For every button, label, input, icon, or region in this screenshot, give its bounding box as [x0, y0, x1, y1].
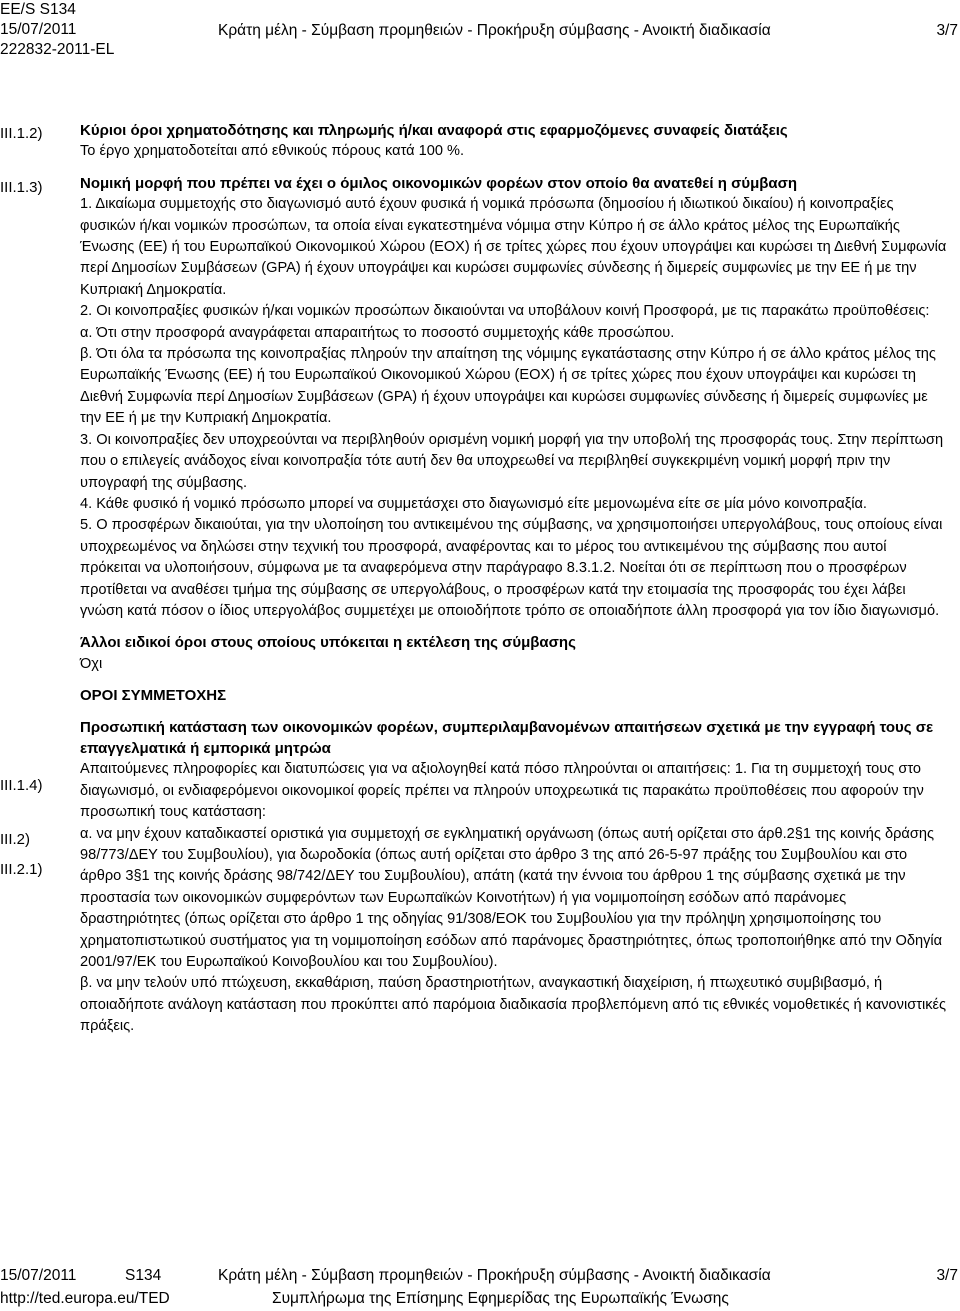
paragraph: 3. Οι κοινοπραξίες δεν υποχρεούνται να περιβληθούν ορισμένη νομική μορφή για την υποβολή της προσφοράς τους. Στην περίπτωση που ο επιλεγείς ανάδοχος είναι κοινοπραξία τότε αυτή δεν θα υποχρεωθεί να περιβληθεί συγκεκριμένη νομική μορφή πριν την υπογραφή της σύμβασης.	[80, 431, 944, 491]
page-header	[0, 0, 960, 80]
footer-title: Κράτη μέλη - Σύμβαση προμηθειών - Προκήρυξη σύμβασης - Ανοικτή διαδικασία	[218, 1267, 771, 1284]
footer-url-link[interactable]: http://ted.europa.eu/TED	[0, 1290, 170, 1307]
paragraph: β. Ότι όλα τα πρόσωπα της κοινοπραξίας πληρούν την απαίτηση της νόμιμης εγκατάστασης στην Κύπρο ή σε άλλο κράτος μέλος της Ευρωπαϊκής Ένωσης (ΕΕ) ή του Ευρωπαϊκού Οικονομικού Χώρου (ΕΟΧ) ή σε τρίτες χώρες που έχουν υπογράψει και κυρώσει τη Διεθνή Συμφωνία περί Δημοσίων Συμβάσεων (GPA) ή έχουν υπογράψει και κυρώσει συμφωνίες σύνδεσης ή διμερείς συμφωνίες με την ΕΕ ή με την Κυπριακή Δημοκρατία.	[80, 346, 936, 427]
paragraph: 4. Κάθε φυσικό ή νομικό πρόσωπο μπορεί να συμμετάσχει στο διαγωνισμό είτε μεμονωμένα είτε σε μία μόνο κοινοπραξία.	[80, 495, 867, 512]
section-number: III.2.1)	[0, 861, 43, 878]
paragraph: β. να μην τελούν υπό πτώχευση, εκκαθάριση, παύση δραστηριοτήτων, αναγκαστική διαχείριση, ή πτωχευτικό συμβιβασμό, ή οποιαδήποτε ανάλογη κατάσταση που προκύπτει από παρόμοια διαδικασία προβλεπόμενη από τις εθνικές νομοθετικές ή κανονιστικές πράξεις.	[80, 975, 947, 1035]
header-page-number: 3/7	[936, 22, 958, 39]
footer-supplement: Συμπλήρωμα της Επίσημης Εφημερίδας της Ευρωπαϊκής Ένωσης	[272, 1290, 729, 1307]
section-title: Άλλοι ειδικοί όροι στους οποίους υπόκειται η εκτέλεση της σύμβασης	[80, 634, 576, 652]
footer-date: 15/07/2011	[0, 1267, 77, 1284]
footer-code: S134	[125, 1267, 162, 1284]
page-footer	[0, 1265, 960, 1311]
paragraph: α. να μην έχουν καταδικαστεί οριστικά για συμμετοχή σε εγκληματική οργάνωση (όπως αυτή ορίζεται στο άρθ.2§1 της κοινής δράσης 98/773/ΔΕΥ του Συμβουλίου), για δωροδοκία (όπως αυτή ορίζεται στο άρθρο 3 της από 26-5-97 πράξης του Συμβουλίου και στο άρθρο 3§1 της κοινής δράσης 98/742/ΔΕΥ του Συμβουλίου), απάτη (κατά την έννοια του άρθρου 1 της σύμβασης σχετικά με την προστασία των οικονομικών συμφερόντων των Ευρωπαϊκών Κοινοτήτων) ή για νομιμοποίηση εσόδων από παράνομες δραστηριότητες (όπως ορίζεται στο άρθρο 1 της οδηγίας 91/308/ΕΟΚ του Συμβουλίου για την πρόληψη χρησιμοποίησης του χρηματοπιστωτικού συστήματος για τη νομιμοποίηση εσόδων από παράνομες δραστηριότητες, όπως τροποποιήθηκε από την Οδηγία 2001/97/ΕΚ του Ευρωπαϊκού Κοινοβουλίου και του Συμβουλίου).	[80, 825, 943, 971]
section-title: Προσωπική κατάσταση των οικονομικών φορέων, συμπεριλαμβανομένων απαιτήσεων σχετικά με την εγγραφή τους σε επαγγελματικά ή εμπορικά μητρώα	[80, 718, 934, 757]
section-number: III.1.2)	[0, 125, 43, 142]
header-title: Κράτη μέλη - Σύμβαση προμηθειών - Προκήρυξη σύμβασης - Ανοικτή διαδικασία	[218, 22, 771, 39]
paragraph: α. Ότι στην προσφορά αναγράφεται απαραιτήτως το ποσοστό συμμετοχής κάθε προσώπου.	[80, 324, 675, 341]
section-number: III.1.4)	[0, 777, 43, 794]
paragraph: Απαιτούμενες πληροφορίες και διατυπώσεις για να αξιολογηθεί κατά πόσο πληρούνται οι απαιτήσεις: 1. Για τη συμμετοχή τους στο διαγωνισμό, οι ενδιαφερόμενοι οικονομικοί φορείς πρέπει να πληρούν υποχρεωτικά τις παρακάτω προϋποθέσεις που αφορούν την προσωπική τους κατάσταση:	[80, 761, 924, 821]
paragraph: 5. Ο προσφέρων δικαιούται, για την υλοποίηση του αντικειμένου της σύμβασης, να χρησιμοποιήσει υπεργολάβους, τους οποίους είναι υποχρεωμένος να δηλώσει στην τεχνική του προσφορά, αναφέροντας και το μέρος του αντικειμένου της σύμβασης που αυτοί πρόκειται να υλοποιήσουν, σύμφωνα με τα αναφερόμενα στην παράγραφο 8.3.1.2. Νοείται ότι σε περίπτωση που ο προσφέρων προτίθεται να αναθέσει τμήμα της σύμβασης σε υπεργολάβους, ο προσφέρων κατά την ετοιμασία της προσφοράς του έχει λάβει γνώση κατά πόσον ο ίδιος υπεργολάβος συμμετέχει με οποιοδήποτε τρόπο σε οποιαδήποτε άλλη προσφορά για τον ίδιο διαγωνισμό.	[80, 517, 943, 619]
header-date: 15/07/2011	[0, 21, 77, 38]
header-left-block	[0, 0, 114, 60]
section-text: Όχι	[80, 655, 103, 672]
paragraph: 2. Οι κοινοπραξίες φυσικών ή/και νομικών προσώπων δικαιούνται να υποβάλουν κοινή Προσφορά, με τις παρακάτω προϋποθέσεις:	[80, 303, 930, 320]
main-content	[80, 120, 950, 1038]
header-doc-code: EE/S S134	[0, 1, 76, 18]
section-title: Νομική μορφή που πρέπει να έχει ο όμιλος οικονομικών φορέων στον οποίο θα ανατεθεί η σύμβαση	[80, 174, 798, 192]
section-text: Το έργο χρηματοδοτείται από εθνικούς πόρους κατά 100 %.	[80, 143, 465, 160]
header-notice-number: 222832-2011-EL	[0, 41, 115, 58]
section-number: III.1.3)	[0, 179, 43, 196]
footer-page-number: 3/7	[936, 1267, 958, 1284]
section-title: Κύριοι όροι χρηματοδότησης και πληρωμής ή/και αναφορά στις εφαρμοζόμενες συναφείς διατάξεις	[80, 122, 788, 139]
section-number: III.2)	[0, 831, 31, 848]
paragraph: 1. Δικαίωμα συμμετοχής στο διαγωνισμό αυτό έχουν φυσικά ή νομικά πρόσωπα (δημοσίου ή ιδιωτικού δικαίου) ή κοινοπραξίες φυσικών ή/και νομικών προσώπων, τα οποία είναι εγκατεστημένα νόμιμα στην Κύπρο ή σε άλλο κράτος μέλος της Ευρωπαϊκής Ένωσης (ΕΕ) ή του Ευρωπαϊκού Οικονομικού Χώρου (ΕΟΧ) ή σε τρίτες χώρες που έχουν υπογράψει και κυρώσει τη Διεθνή Συμφωνία περί Δημοσίων Συμβάσεων (GPA) ή έχουν υπογράψει και κυρώσει συμφωνίες σύνδεσης ή διμερείς συμφωνίες με την ΕΕ ή με την Κυπριακή Δημοκρατία.	[80, 196, 947, 298]
section-title: ΟΡΟΙ ΣΥΜΜΕΤΟΧΗΣ	[80, 687, 227, 705]
